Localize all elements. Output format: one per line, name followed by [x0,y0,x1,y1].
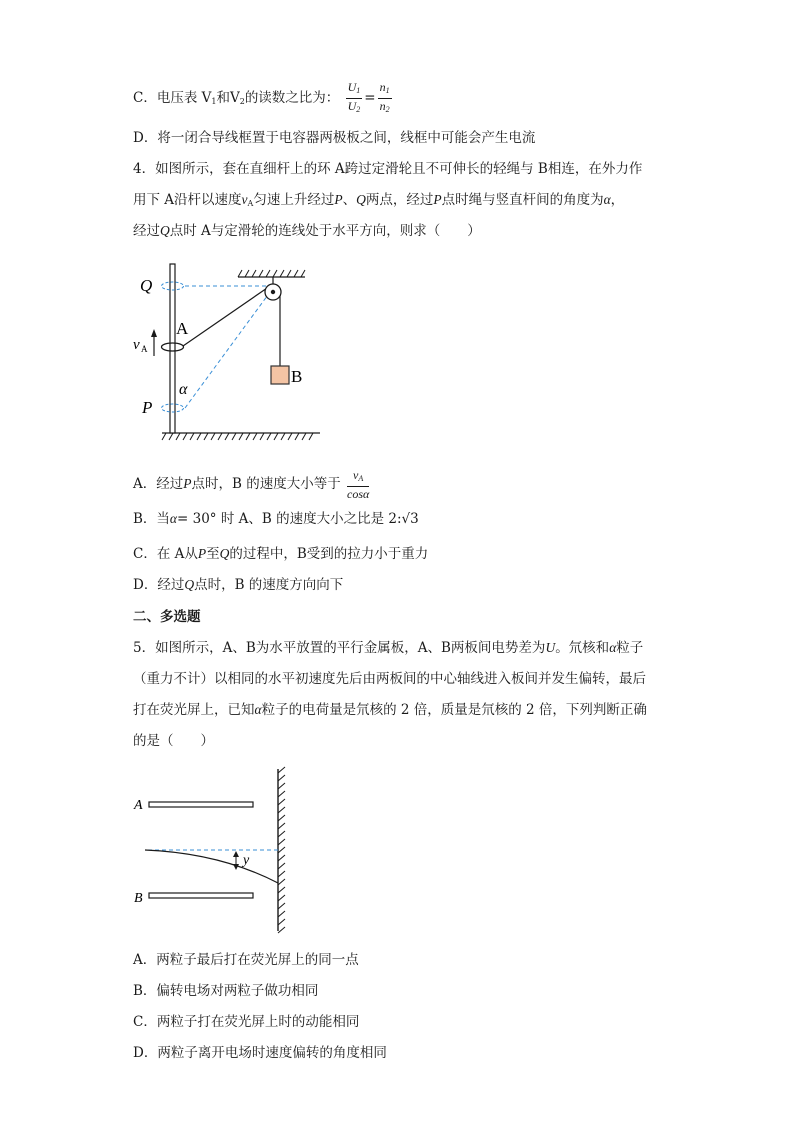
label-plate-b: B [134,891,143,906]
q3-option-c: C．电压表 $V_1$和$V_2$的读数之比为： $\frac{U_1}{U_2}$ = $\frac{n_1}{n_2}$ [133,80,394,117]
voltage-ratio-fraction: $\frac{U_1}{U_2}$ [347,80,361,114]
label-alpha: α [179,381,188,398]
particle-trajectory [145,850,278,883]
q4-stem-line2: 用下 A沿杆以速度$v_A$匀速上升经过P、Q两点，经过P点时绳与竖直杆间的角度为α， [133,192,625,208]
q5-stem-line2: （重力不计）以相同的水平初速度先后由两板间的中心轴线进入板间并发生偏转，最后 [133,671,646,687]
q5-stem-line4: 的是（ ） [133,733,214,749]
label-v-sub: A [141,344,148,354]
q5-option-d: D．两粒子离开电场时速度偏转的角度相同 [133,1045,387,1061]
label-plate-a: A [134,798,143,813]
q5-option-c: C．两粒子打在荧光屏上时的动能相同 [133,1014,360,1030]
plate-b [149,893,253,898]
q5-option-b: B．偏转电场对两粒子做功相同 [133,983,319,999]
label-q: Q [140,276,153,295]
q4-option-a-fraction: $\frac{v_A}{\cos\alpha}$ [347,468,370,501]
q4-figure [130,258,330,448]
turns-ratio-fraction: $\frac{n_1}{n_2}$ [379,80,390,114]
label-p: P [142,398,153,417]
q5-stem-line3: 打在荧光屏上，已知α粒子的电荷量是氘核的 2 倍，质量是氘核的 2 倍，下列判断正确 [133,702,647,718]
block-b [271,366,289,384]
q4-option-b: B．当α= 30° 时 A、B 的速度大小之比是 2:√3 [133,511,419,527]
q5-figure [130,765,300,937]
label-y: y [243,853,250,868]
q5-option-a: A．两粒子最后打在荧光屏上的同一点 [133,952,359,968]
q3-option-d: D．将一闭合导线框置于电容器两极板之间，线框中可能会产生电流 [133,130,536,146]
q4-option-c: C．在 A从P至Q的过程中，B受到的拉力小于重力 [133,546,429,562]
q4-stem-line3: 经过Q点时 A与定滑轮的连线处于水平方向，则求（ ） [133,223,481,239]
q4-option-d: D．经过Q点时，B 的速度方向向下 [133,577,344,593]
q4-stem-line1: 4．如图所示，套在直细杆上的环 A跨过定滑轮且不可伸长的轻绳与 B相连，在外力作 [133,161,643,177]
label-a: A [176,319,189,338]
label-v: v [133,337,140,353]
section-heading-multiple-choice: 二、多选题 [133,609,201,625]
plate-a [149,802,253,807]
q4-option-a: A．经过P点时，B 的速度大小等于 $\frac{v_A}{\cos\alpha}$ [133,468,370,501]
q5-stem-line1: 5．如图所示，A、B为水平放置的平行金属板，A、B两板间电势差为U。氘核和α粒子 [133,640,644,656]
label-b: B [291,367,303,386]
